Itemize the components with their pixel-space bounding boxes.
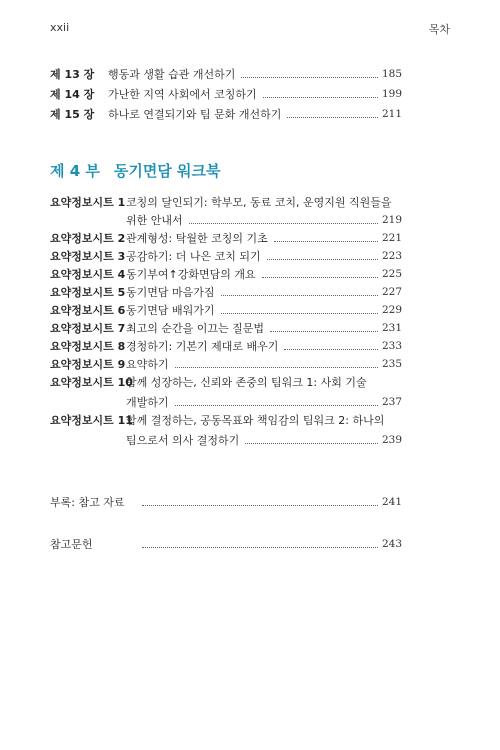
dot-leader [175,367,378,368]
back-matter-references [50,534,402,552]
worksheet-label: 요약정보시트 3 [50,250,126,263]
toc-entry-chapter-14[interactable] [50,84,402,102]
page-ref: 199 [381,88,402,100]
back-matter-appendix [50,492,402,510]
toc-entry-worksheet-2[interactable] [50,228,402,246]
toc-entry-worksheet-11-cont[interactable] [50,428,402,448]
worksheet-label: 요약정보시트 6 [50,304,126,317]
page-ref: 231 [381,322,402,334]
dot-leader [263,97,378,98]
dot-leader [142,547,378,548]
toc-entry-worksheet-11[interactable] [50,410,402,428]
worksheet-label: 요약정보시트 11 [50,414,133,427]
page-ref: 185 [381,68,402,80]
worksheet-title: 관계형성: 탁월한 코칭의 기초 [126,232,268,245]
worksheet-title-cont: 팀으로서 의사 결정하기 [126,434,240,447]
back-matter-title: 부록: 참고 자료 [50,496,125,509]
page-ref: 229 [381,304,402,316]
toc-entry-worksheet-10[interactable] [50,372,402,390]
worksheet-title: 동기면담 배워가기 [126,304,215,317]
dot-leader [284,349,378,350]
page-ref: 211 [381,108,402,120]
back-matter-title: 참고문헌 [50,538,93,551]
worksheet-title: 함께 결정하는, 공동목표와 책임감의 팀워크 2: 하나의 [126,414,385,427]
chapter-label: 제 14 장 [50,88,95,101]
toc-entry-worksheet-6[interactable] [50,300,402,318]
page-ref: 225 [381,268,402,280]
page-ref: 235 [381,358,402,370]
toc-entry-worksheet-8[interactable] [50,336,402,354]
toc-entry-worksheet-1[interactable] [50,192,402,210]
dot-leader [142,505,378,506]
toc-entry-worksheet-5[interactable] [50,282,402,300]
page-ref: 233 [381,340,402,352]
dot-leader [221,313,378,314]
dot-leader [267,259,378,260]
dot-leader [287,117,378,118]
toc-entry-worksheet-1-cont[interactable] [50,210,402,228]
toc-entry-worksheet-4[interactable] [50,264,402,282]
chapter-list [50,64,402,122]
running-head: 목차 [428,23,450,36]
page-ref: 221 [381,232,402,244]
toc-entry-worksheet-3[interactable] [50,246,402,264]
worksheet-label: 요약정보시트 5 [50,286,126,299]
toc-entry-worksheet-9[interactable] [50,354,402,372]
page-ref: 219 [381,214,402,226]
page-ref: 227 [381,286,402,298]
toc-entry-worksheet-7[interactable] [50,318,402,336]
page-ref: 243 [381,538,402,550]
worksheet-title: 경청하기: 기본기 제대로 배우기 [126,340,279,353]
dot-leader [270,331,378,332]
dot-leader [175,405,378,406]
part-label: 제 4 부 [50,162,100,180]
worksheet-title: 요약하기 [126,358,169,371]
worksheet-label: 요약정보시트 1 [50,196,126,209]
part-heading[interactable] [50,160,221,181]
chapter-label: 제 15 장 [50,108,95,121]
chapter-title: 가난한 지역 사회에서 코칭하기 [108,88,257,101]
dot-leader [221,295,378,296]
toc-entry-references[interactable] [50,534,402,552]
worksheet-label: 요약정보시트 8 [50,340,126,353]
worksheet-title: 동기부여↑강화면담의 개요 [126,268,256,281]
worksheet-title: 공감하기: 더 나은 코치 되기 [126,250,261,263]
page-ref: 241 [381,496,402,508]
worksheet-label: 요약정보시트 10 [50,376,133,389]
page-ref: 223 [381,250,402,262]
worksheet-label: 요약정보시트 7 [50,322,126,335]
toc-entry-worksheet-10-cont[interactable] [50,390,402,410]
dot-leader [241,77,378,78]
chapter-title: 행동과 생활 습관 개선하기 [108,68,236,81]
toc-entry-chapter-13[interactable] [50,64,402,82]
worksheet-title: 코칭의 달인되기: 학부모, 동료 코치, 운영지원 직원들을 [126,196,392,209]
dot-leader [274,241,378,242]
chapter-title: 하나로 연결되기와 팀 문화 개선하기 [108,108,282,121]
worksheet-title: 동기면담 마음가짐 [126,286,215,299]
toc-entry-appendix[interactable] [50,492,402,510]
worksheet-label: 요약정보시트 2 [50,232,126,245]
worksheet-label: 요약정보시트 4 [50,268,126,281]
toc-entry-chapter-15[interactable] [50,104,402,122]
part-title: 동기면담 워크북 [113,162,221,180]
page-ref: 239 [381,434,402,446]
worksheet-list [50,192,402,448]
page-ref: 237 [381,396,402,408]
worksheet-title: 최고의 순간을 이끄는 질문법 [126,322,265,335]
chapter-label: 제 13 장 [50,68,95,81]
worksheet-label: 요약정보시트 9 [50,358,126,371]
dot-leader [245,443,378,444]
page-number: xxii [50,21,70,34]
worksheet-title-cont: 개발하기 [126,396,169,409]
dot-leader [262,277,378,278]
worksheet-title-cont: 위한 안내서 [126,214,183,227]
dot-leader [189,223,378,224]
worksheet-title: 함께 성장하는, 신뢰와 존중의 팀워크 1: 사회 기술 [126,376,367,389]
